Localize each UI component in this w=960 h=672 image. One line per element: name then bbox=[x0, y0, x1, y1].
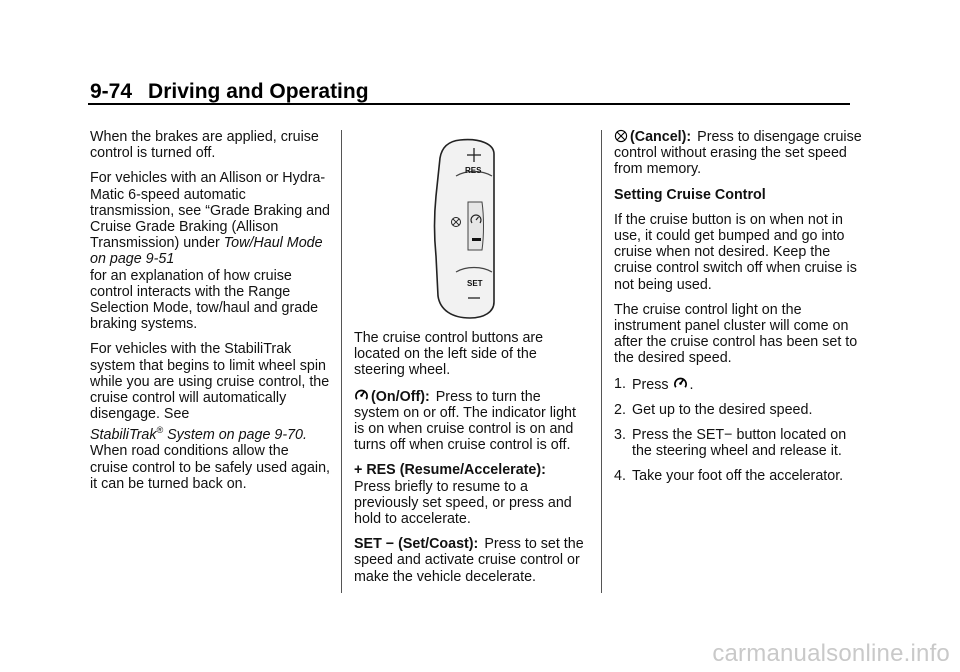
page-reference-link[interactable]: StabiliTrak® System on page 9-70. bbox=[90, 425, 307, 444]
set-label: SET bbox=[467, 279, 483, 288]
section-heading: Setting Cruise Control bbox=[614, 186, 766, 203]
paragraph: (On/Off): Press to turn the system on or off. The indicator light is on when cruise control is on and turns off when cruise control is off. bbox=[354, 388, 576, 454]
column-2 bbox=[354, 330, 586, 594]
list-item: 2. Get up to the desired speed. bbox=[614, 401, 813, 418]
page-number: 9-74 bbox=[90, 80, 133, 103]
paragraph: When the brakes are applied, cruise control is turned off. bbox=[90, 129, 319, 162]
column-divider bbox=[341, 130, 342, 593]
page-reference-link[interactable]: Tow/Haul Mode on page 9-51 bbox=[90, 235, 323, 268]
paragraph: SET − (Set/Coast): Press to set the speed and activate cruise control or make the vehicle decelerate. bbox=[354, 536, 584, 585]
minus-icon bbox=[472, 238, 481, 241]
cruise-control-buttons-illustration bbox=[430, 136, 502, 320]
section-title: Driving and Operating bbox=[148, 80, 369, 103]
term-resume: + RES (Resume/Accelerate): bbox=[354, 462, 546, 479]
paragraph: (Cancel): Press to disengage cruise control without erasing the set speed from memory. bbox=[614, 129, 862, 178]
page-header bbox=[90, 80, 369, 104]
paragraph: For vehicles with an Allison or Hydra-Matic 6-speed automatic transmission, see “Grade Braking and Cruise Grade Braking (Allison Transmission) under Tow/Haul Mode on page 9-51 for an explanation of how cruise control interacts with the Range Selection Mode, tow/haul and grade braking systems. bbox=[90, 170, 330, 333]
cruise-on-off-icon bbox=[673, 376, 688, 391]
paragraph: If the cruise button is on when not in use, it could get bumped and go into cruise when not desired. Keep the cruise control switch off when cruise is not being used. bbox=[614, 211, 857, 293]
paragraph: The cruise control light on the instrument panel cluster will come on after the cruise control has been set to the desired speed. bbox=[614, 301, 858, 367]
paragraph: For vehicles with the StabiliTrak system that begins to limit wheel spin while you are using cruise control, the cruise control will automatically disengage. See StabiliTrak® System on page 9-70. When road conditions allow the cruise control to be safely used again, it can be turned back on. bbox=[90, 341, 331, 492]
watermark: carmanualsonline.info bbox=[712, 640, 950, 667]
column-divider bbox=[601, 130, 602, 593]
term-cancel: (Cancel): bbox=[630, 129, 692, 145]
column-3 bbox=[614, 129, 862, 494]
cruise-on-off-icon bbox=[354, 388, 369, 403]
res-label: RES bbox=[465, 166, 482, 175]
list-item: 1. Press . bbox=[614, 375, 694, 393]
steps-list bbox=[614, 376, 862, 485]
list-item: 3. Press the SET− button located on the steering wheel and release it. bbox=[614, 427, 847, 460]
term-set: SET − (Set/Coast): bbox=[354, 536, 479, 553]
list-item: 4. Take your foot off the accelerator. bbox=[614, 468, 844, 485]
header-rule bbox=[88, 103, 850, 105]
paragraph: The cruise control buttons are located on the left side of the steering wheel. bbox=[354, 330, 544, 379]
center-button-outline bbox=[468, 202, 484, 250]
term-on-off: (On/Off): bbox=[371, 388, 430, 405]
column-1 bbox=[90, 129, 330, 501]
cruise-cancel-icon bbox=[614, 129, 628, 143]
paragraph: + RES (Resume/Accelerate): Press briefly to resume to a previously set speed, or press and hold to accelerate. bbox=[354, 462, 572, 528]
